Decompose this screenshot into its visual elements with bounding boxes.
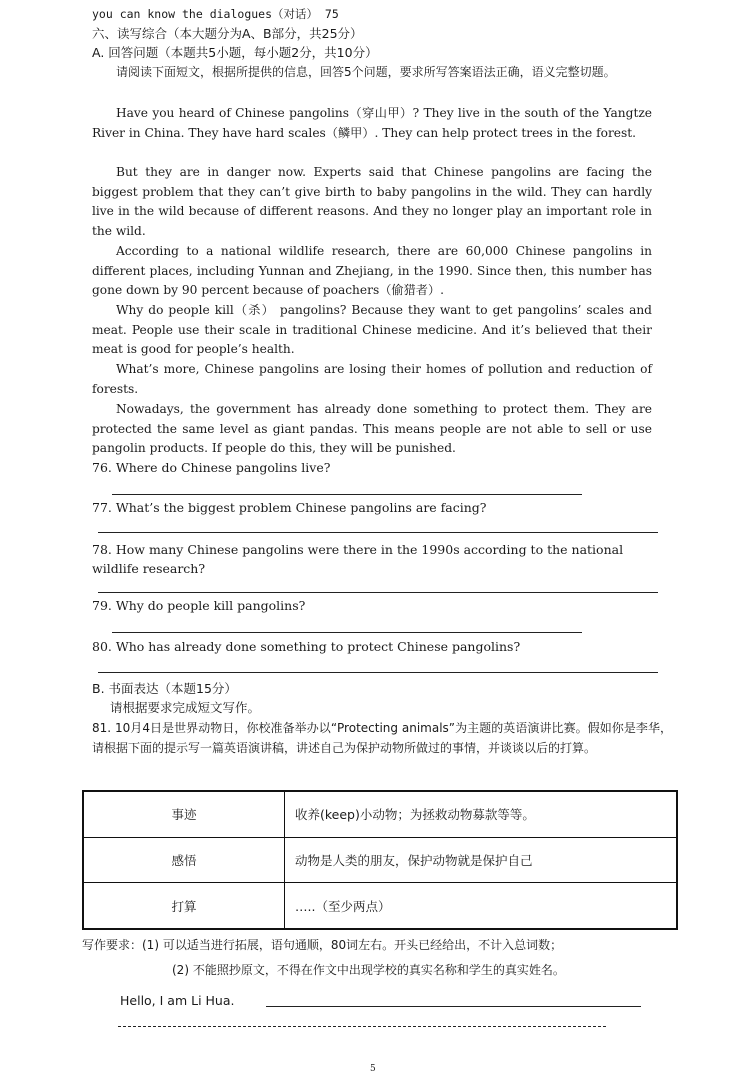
passage-paragraph-1: Have you heard of Chinese pangolins（穿山甲）? They live in the south of the Yangtze River in China. They have hard scales（鳞甲）. They can help protect trees in the forest. bbox=[92, 106, 652, 140]
table-row bbox=[83, 837, 677, 882]
answer-line-78[interactable] bbox=[98, 592, 658, 593]
table-row bbox=[83, 883, 677, 929]
essay-opening: Hello, I am Li Hua. bbox=[120, 993, 235, 1008]
section-title: 六、读写综合（本大题分为A、B部分，共25分） bbox=[92, 26, 363, 41]
question-76: 76. Where do Chinese pangolins live? bbox=[92, 460, 331, 475]
question-80: 80. Who has already done something to protect Chinese pangolins? bbox=[92, 639, 521, 654]
hint-key: 感悟 bbox=[83, 837, 285, 882]
part-a-title: A. 回答问题（本题共5小题，每小题2分，共10分） bbox=[92, 45, 378, 60]
writing-prompt: 81. 10月4日是世界动物日，你校准备举办以“Protecting animals”为主题的英语演讲比赛。假如你是李华，请根据下面的提示写一篇英语演讲稿，讲述自己为保护动物所做过的事情，并谈谈以后的打算。 bbox=[92, 721, 672, 755]
answer-line-80[interactable] bbox=[98, 672, 658, 673]
question-77: 77. What’s the biggest problem Chinese pangolins are facing? bbox=[92, 500, 487, 515]
table-row bbox=[83, 791, 677, 837]
question-78: 78. How many Chinese pangolins were there in the 1990s according to the national wildlife research? bbox=[92, 542, 624, 576]
hint-key: 打算 bbox=[83, 883, 285, 929]
hint-value: 动物是人类的朋友，保护动物就是保护自己 bbox=[285, 837, 678, 882]
passage-paragraph-6: Nowadays, the government has already done something to protect them. They are protected the same level as giant pandas. This means people are not able to sell or use pangolin products. If people do this, they will be punished. bbox=[92, 402, 652, 455]
answer-line-76[interactable] bbox=[112, 494, 582, 495]
passage-paragraph-2: But they are in danger now. Experts said that Chinese pangolins are facing the biggest problem that they can’t give birth to baby pangolins in the wild. They can hardly live in the wild because of different reasons. And they no longer play an important role in the wild. bbox=[92, 165, 652, 238]
essay-writing-line[interactable] bbox=[266, 1006, 641, 1007]
part-b-title: B. 书面表达（本题15分） bbox=[92, 681, 237, 696]
header-line: you can know the dialogues（对话） 75 bbox=[92, 7, 339, 21]
answer-line-79[interactable] bbox=[112, 632, 582, 633]
hint-value: 收养(keep)小动物；为拯救动物募款等等。 bbox=[285, 791, 678, 837]
hint-key: 事迹 bbox=[83, 791, 285, 837]
hint-value: …..（至少两点） bbox=[285, 883, 678, 929]
writing-hints-table bbox=[82, 790, 678, 930]
passage-paragraph-3: According to a national wildlife research, there are 60,000 Chinese pangolins in different places, including Yunnan and Zhejiang, in the 1990. Since then, this number has gone down by 90 percent because of poachers（偷猎者）. bbox=[92, 244, 652, 297]
writing-requirement-1: 写作要求：(1) 可以适当进行拓展，语句通顺，80词左右。开头已经给出，不计入总词数； bbox=[82, 938, 563, 952]
part-a-instruction: 请阅读下面短文，根据所提供的信息，回答5个问题，要求所写答案语法正确，语义完整切题。 bbox=[116, 65, 616, 79]
part-b-instruction: 请根据要求完成短文写作。 bbox=[110, 700, 261, 715]
essay-writing-line[interactable] bbox=[118, 1026, 606, 1027]
question-79: 79. Why do people kill pangolins? bbox=[92, 598, 306, 613]
writing-requirement-2: (2) 不能照抄原文，不得在作文中出现学校的真实名称和学生的真实姓名。 bbox=[172, 963, 565, 977]
answer-line-77[interactable] bbox=[98, 532, 658, 533]
page-number: 5 bbox=[370, 1064, 376, 1074]
passage-paragraph-4: Why do people kill（杀） pangolins? Because they want to get pangolins’ scales and meat. People use their scale in traditional Chinese medicine. And it’s believed that their meat is good for people’s health. bbox=[92, 303, 652, 356]
passage-paragraph-5: What’s more, Chinese pangolins are losing their homes of pollution and reduction of forests. bbox=[92, 362, 652, 396]
